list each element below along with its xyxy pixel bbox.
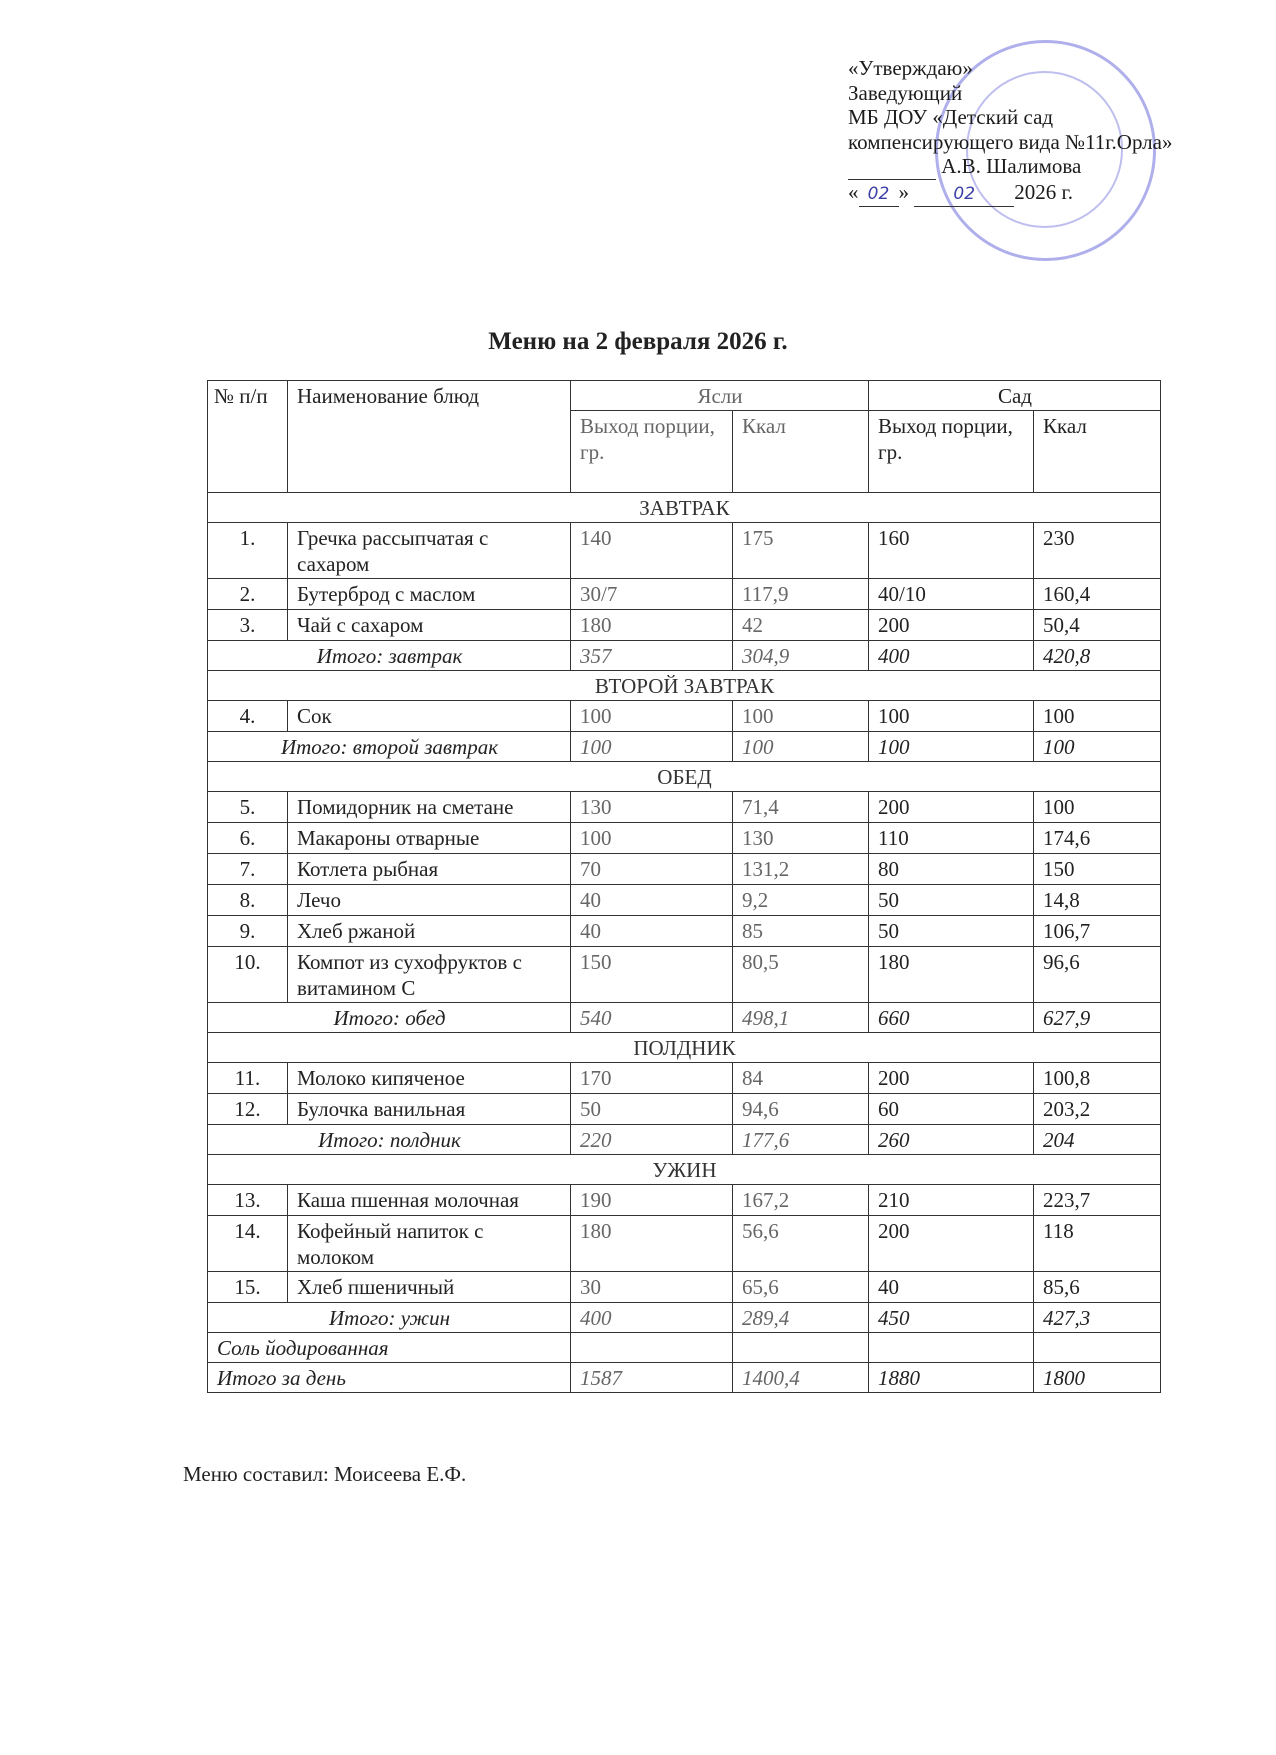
kindergarten-yield: 50	[869, 885, 1034, 916]
item-number: 11.	[208, 1063, 288, 1094]
kindergarten-kcal: 150	[1034, 854, 1161, 885]
approval-date: « 02 » 02 2026 г.	[848, 180, 1172, 208]
section-title: УЖИН	[208, 1155, 1161, 1185]
kindergarten-kcal: 174,6	[1034, 823, 1161, 854]
kindergarten-kcal: 160,4	[1034, 579, 1161, 610]
row-label: Итого за день	[208, 1363, 571, 1393]
row-label: Соль йодированная	[208, 1333, 571, 1363]
nursery-kcal: 94,6	[733, 1094, 869, 1125]
nursery-yield: 130	[571, 792, 733, 823]
header-kindergarten: Сад	[869, 381, 1161, 411]
kindergarten-kcal: 223,7	[1034, 1185, 1161, 1216]
kindergarten-kcal: 118	[1034, 1216, 1161, 1272]
kindergarten-yield: 40/10	[869, 579, 1034, 610]
dish-name: Помидорник на сметане	[288, 792, 571, 823]
kindergarten-kcal: 100	[1034, 792, 1161, 823]
dish-name: Хлеб ржаной	[288, 916, 571, 947]
dish-name: Каша пшенная молочная	[288, 1185, 571, 1216]
header-nursery: Ясли	[571, 381, 869, 411]
kindergarten-yield: 60	[869, 1094, 1034, 1125]
table-row	[208, 1063, 1161, 1094]
nursery-kcal: 498,1	[733, 1003, 869, 1033]
nursery-yield: 180	[571, 1216, 733, 1272]
table-row	[208, 579, 1161, 610]
nursery-kcal: 117,9	[733, 579, 869, 610]
item-number: 2.	[208, 579, 288, 610]
kindergarten-yield	[869, 1333, 1034, 1363]
table-row	[208, 947, 1161, 1003]
section-total-row	[208, 1003, 1161, 1033]
total-label: Итого: ужин	[208, 1303, 571, 1333]
nursery-yield: 50	[571, 1094, 733, 1125]
total-label: Итого: завтрак	[208, 641, 571, 671]
dish-name: Гречка рассыпчатая с сахаром	[288, 523, 571, 579]
table-row	[208, 792, 1161, 823]
item-number: 4.	[208, 701, 288, 732]
nursery-kcal: 131,2	[733, 854, 869, 885]
dish-name: Бутерброд с маслом	[288, 579, 571, 610]
kindergarten-yield: 200	[869, 610, 1034, 641]
item-number: 12.	[208, 1094, 288, 1125]
kindergarten-kcal: 14,8	[1034, 885, 1161, 916]
nursery-yield: 140	[571, 523, 733, 579]
nursery-yield: 1587	[571, 1363, 733, 1393]
kindergarten-kcal: 106,7	[1034, 916, 1161, 947]
kindergarten-yield: 200	[869, 792, 1034, 823]
kindergarten-yield: 180	[869, 947, 1034, 1003]
signer-name: А.В. Шалимова	[941, 154, 1082, 178]
table-row	[208, 854, 1161, 885]
header-num: № п/п	[208, 381, 288, 493]
kindergarten-kcal: 85,6	[1034, 1272, 1161, 1303]
nursery-kcal: 65,6	[733, 1272, 869, 1303]
section-header	[208, 762, 1161, 792]
section-title: ОБЕД	[208, 762, 1161, 792]
dish-name: Хлеб пшеничный	[288, 1272, 571, 1303]
kindergarten-kcal: 50,4	[1034, 610, 1161, 641]
nursery-kcal: 130	[733, 823, 869, 854]
dish-name: Макароны отварные	[288, 823, 571, 854]
nursery-kcal: 175	[733, 523, 869, 579]
nursery-yield: 540	[571, 1003, 733, 1033]
nursery-yield: 40	[571, 885, 733, 916]
nursery-yield: 100	[571, 823, 733, 854]
nursery-kcal	[733, 1333, 869, 1363]
kindergarten-kcal: 100	[1034, 732, 1161, 762]
section-total-row	[208, 732, 1161, 762]
header-nursery-yield: Выход порции, гр.	[571, 411, 733, 493]
nursery-kcal: 100	[733, 701, 869, 732]
item-number: 10.	[208, 947, 288, 1003]
kindergarten-kcal: 204	[1034, 1125, 1161, 1155]
nursery-kcal: 84	[733, 1063, 869, 1094]
header-name: Наименование блюд	[288, 381, 571, 493]
nursery-yield: 220	[571, 1125, 733, 1155]
header-kindergarten-yield: Выход порции, гр.	[869, 411, 1034, 493]
item-number: 5.	[208, 792, 288, 823]
day-total-row	[208, 1363, 1161, 1393]
kindergarten-yield: 100	[869, 701, 1034, 732]
total-label: Итого: обед	[208, 1003, 571, 1033]
table-row	[208, 916, 1161, 947]
signature-line	[848, 154, 1172, 180]
header-kindergarten-kcal: Ккал	[1034, 411, 1161, 493]
dish-name: Молоко кипяченое	[288, 1063, 571, 1094]
salt-row	[208, 1333, 1161, 1363]
nursery-kcal: 177,6	[733, 1125, 869, 1155]
nursery-yield: 180	[571, 610, 733, 641]
kindergarten-yield: 50	[869, 916, 1034, 947]
nursery-yield: 170	[571, 1063, 733, 1094]
section-header	[208, 493, 1161, 523]
header-nursery-kcal: Ккал	[733, 411, 869, 493]
kindergarten-kcal: 203,2	[1034, 1094, 1161, 1125]
kindergarten-yield: 400	[869, 641, 1034, 671]
kindergarten-kcal	[1034, 1333, 1161, 1363]
kindergarten-kcal: 100	[1034, 701, 1161, 732]
table-row	[208, 823, 1161, 854]
nursery-yield: 70	[571, 854, 733, 885]
approval-heading: «Утверждаю»	[848, 56, 973, 80]
item-number: 3.	[208, 610, 288, 641]
date-year: 2026 г.	[1014, 179, 1073, 204]
table-row	[208, 1094, 1161, 1125]
approver-position: Заведующий	[848, 80, 963, 105]
item-number: 9.	[208, 916, 288, 947]
table-row	[208, 523, 1161, 579]
nursery-kcal: 289,4	[733, 1303, 869, 1333]
nursery-kcal: 304,9	[733, 641, 869, 671]
date-day: 02	[859, 182, 899, 208]
kindergarten-yield: 200	[869, 1216, 1034, 1272]
table-row	[208, 1272, 1161, 1303]
item-number: 7.	[208, 854, 288, 885]
menu-table	[207, 380, 1161, 1393]
nursery-yield: 30	[571, 1272, 733, 1303]
nursery-yield: 400	[571, 1303, 733, 1333]
total-label: Итого: полдник	[208, 1125, 571, 1155]
item-number: 14.	[208, 1216, 288, 1272]
kindergarten-yield: 210	[869, 1185, 1034, 1216]
date-month: 02	[914, 182, 1014, 208]
kindergarten-yield: 200	[869, 1063, 1034, 1094]
nursery-yield: 150	[571, 947, 733, 1003]
kindergarten-yield: 260	[869, 1125, 1034, 1155]
nursery-yield: 100	[571, 732, 733, 762]
kindergarten-kcal: 100,8	[1034, 1063, 1161, 1094]
menu-author: Меню составил: Моисеева Е.Ф.	[183, 1462, 467, 1486]
total-label: Итого: второй завтрак	[208, 732, 571, 762]
nursery-kcal: 85	[733, 916, 869, 947]
table-row	[208, 610, 1161, 641]
section-total-row	[208, 641, 1161, 671]
kindergarten-yield: 1880	[869, 1363, 1034, 1393]
section-header	[208, 671, 1161, 701]
kindergarten-yield: 80	[869, 854, 1034, 885]
section-title: ВТОРОЙ ЗАВТРАК	[208, 671, 1161, 701]
nursery-kcal: 56,6	[733, 1216, 869, 1272]
organization-line: МБ ДОУ «Детский сад	[848, 105, 1054, 129]
dish-name: Котлета рыбная	[288, 854, 571, 885]
nursery-kcal: 42	[733, 610, 869, 641]
dish-name: Булочка ванильная	[288, 1094, 571, 1125]
section-total-row	[208, 1303, 1161, 1333]
kindergarten-kcal: 420,8	[1034, 641, 1161, 671]
table-row	[208, 701, 1161, 732]
kindergarten-kcal: 96,6	[1034, 947, 1161, 1003]
section-header	[208, 1033, 1161, 1063]
dish-name: Лечо	[288, 885, 571, 916]
kindergarten-kcal: 427,3	[1034, 1303, 1161, 1333]
nursery-kcal: 71,4	[733, 792, 869, 823]
section-title: ЗАВТРАК	[208, 493, 1161, 523]
nursery-yield: 30/7	[571, 579, 733, 610]
item-number: 15.	[208, 1272, 288, 1303]
nursery-kcal: 167,2	[733, 1185, 869, 1216]
kindergarten-kcal: 1800	[1034, 1363, 1161, 1393]
item-number: 6.	[208, 823, 288, 854]
nursery-kcal: 80,5	[733, 947, 869, 1003]
nursery-kcal: 9,2	[733, 885, 869, 916]
page-title: Меню на 2 февраля 2026 г.	[488, 328, 788, 355]
dish-name: Чай с сахаром	[288, 610, 571, 641]
table-row	[208, 885, 1161, 916]
kindergarten-yield: 660	[869, 1003, 1034, 1033]
kindergarten-yield: 450	[869, 1303, 1034, 1333]
section-total-row	[208, 1125, 1161, 1155]
nursery-kcal: 100	[733, 732, 869, 762]
kindergarten-yield: 110	[869, 823, 1034, 854]
section-header	[208, 1155, 1161, 1185]
kindergarten-yield: 40	[869, 1272, 1034, 1303]
kindergarten-kcal: 627,9	[1034, 1003, 1161, 1033]
nursery-yield: 100	[571, 701, 733, 732]
kindergarten-kcal: 230	[1034, 523, 1161, 579]
table-row	[208, 1185, 1161, 1216]
nursery-kcal: 1400,4	[733, 1363, 869, 1393]
kindergarten-yield: 100	[869, 732, 1034, 762]
nursery-yield: 40	[571, 916, 733, 947]
nursery-yield: 190	[571, 1185, 733, 1216]
dish-name: Сок	[288, 701, 571, 732]
item-number: 13.	[208, 1185, 288, 1216]
item-number: 1.	[208, 523, 288, 579]
nursery-yield	[571, 1333, 733, 1363]
dish-name: Компот из сухофруктов с витамином С	[288, 947, 571, 1003]
organization-line-2: компенсирующего вида №11г.Орла»	[848, 129, 1173, 154]
dish-name: Кофейный напиток с молоком	[288, 1216, 571, 1272]
table-row	[208, 1216, 1161, 1272]
approval-block	[848, 56, 1172, 207]
item-number: 8.	[208, 885, 288, 916]
kindergarten-yield: 160	[869, 523, 1034, 579]
section-title: ПОЛДНИК	[208, 1033, 1161, 1063]
nursery-yield: 357	[571, 641, 733, 671]
